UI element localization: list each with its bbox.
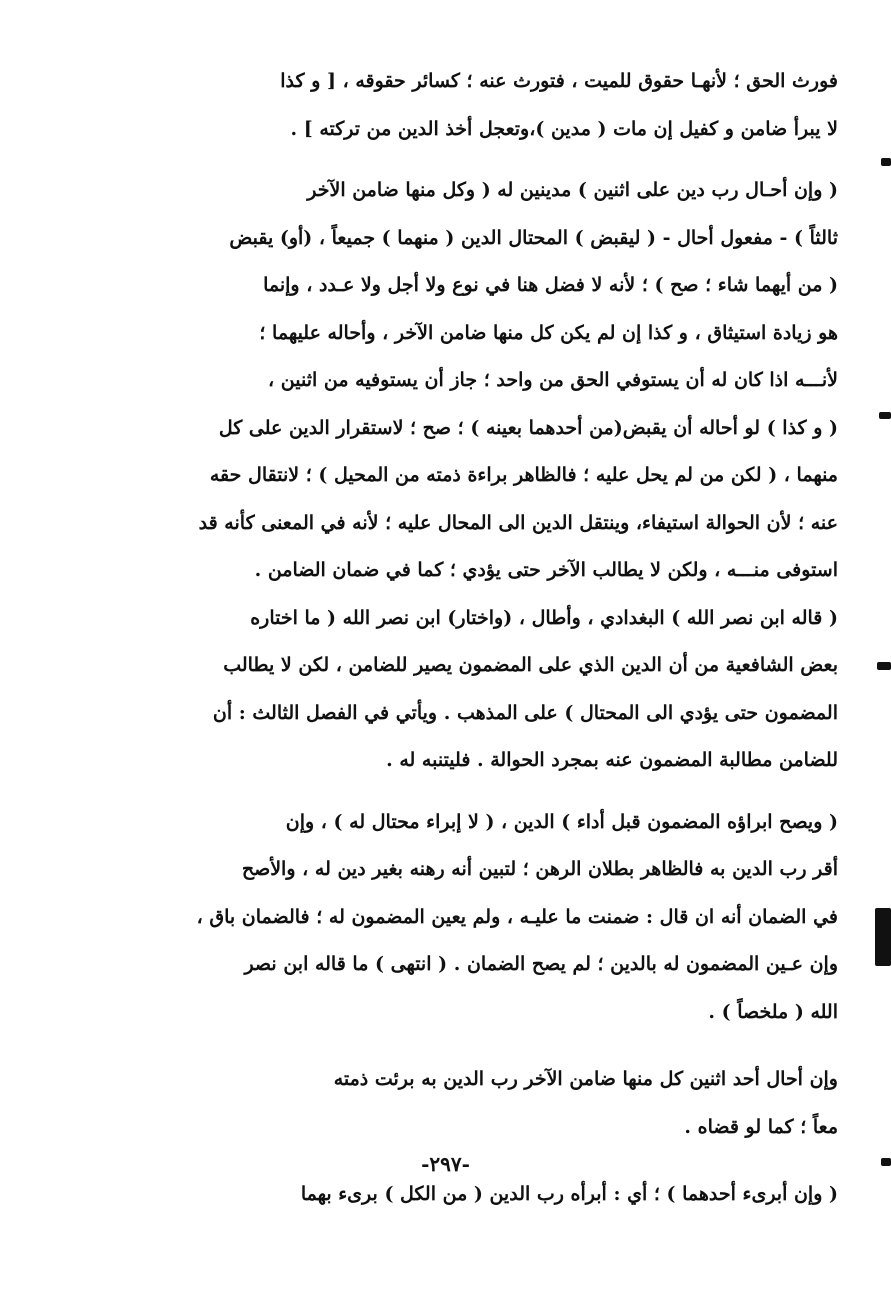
text-line: استوفى منـــه ، ولكن لا يطالب الآخر حتى يؤدي ؛ كما في ضمان الضامن . xyxy=(254,559,838,581)
scan-mark xyxy=(875,908,891,966)
scan-mark xyxy=(881,1158,891,1166)
scan-mark xyxy=(879,412,891,419)
scan-mark xyxy=(877,662,891,670)
text-line: أقر رب الدين به فالظاهر بطلان الرهن ؛ لتبين أنه رهنه بغير دين له ، والأصح xyxy=(241,858,838,880)
text-line: منهما ، ( لكن من لم يحل عليه ؛ فالظاهر براءة ذمته من المحيل ) ؛ لانتقال حقه xyxy=(209,464,838,486)
text-line: معاً ؛ كما لو قضاه . xyxy=(684,1115,838,1138)
body-text xyxy=(118,58,838,1219)
text-line: وإن عـين المضمون له بالدين ؛ لم يصح الضمان . ( انتهى ) ما قاله ابن نصر xyxy=(244,953,838,975)
text-line: عنه ؛ لأن الحوالة استيفاء، وينتقل الدين الى المحال عليه ؛ لأنه في المعنى كأنه قد xyxy=(198,511,838,534)
text-line: هو زيادة استيثاق ، و كذا إن لم يكن كل منها ضامن الآخر ، وأحاله عليهما ؛ xyxy=(259,321,838,344)
text-line: ( من أيهما شاء ؛ صح ) ؛ لأنه لا فضل هنا في نوع ولا أجل ولا عـدد ، وإنما xyxy=(263,274,838,296)
text-line: ثالثاً ) - مفعول أحال - ( ليقبض ) المحتال الدين ( منهما ) جميعاً ، (أو) يقبض xyxy=(229,226,838,249)
text-line: بعض الشافعية من أن الدين الذي على المضمون يصير للضامن ، لكن لا يطالب xyxy=(223,654,838,676)
text-line: وإن أحال أحد اثنين كل منها ضامن الآخر رب الدين به برئت ذمته xyxy=(333,1068,838,1090)
text-line: لا يبرأ ضامن و كفيل إن مات ( مدين )،وتعجل أخذ الدين من تركته ] . xyxy=(290,117,838,140)
scan-mark xyxy=(881,158,891,166)
text-line: للضامن مطالبة المضمون عنه بمجرد الحوالة . فليتنبه له . xyxy=(386,749,838,771)
text-line: ( قاله ابن نصر الله ) البغدادي ، وأطال ، (واختار) ابن نصر الله ( ما اختاره xyxy=(250,606,838,629)
text-line: ( وإن أبرىء أحدهما ) ؛ أي : أبرأه رب الدين ( من الكل ) برىء بهما xyxy=(300,1183,838,1205)
text-line: ( وإن أحـال رب دين على اثنين ) مدينين له ( وكل منها ضامن الآخر xyxy=(307,179,838,201)
text-line: ( و كذا ) لو أحاله أن يقبض(من أحدهما بعينه ) ؛ صح ؛ لاستقرار الدين على كل xyxy=(218,416,838,439)
text-line: الله ( ملخصاً ) . xyxy=(708,1000,838,1023)
text-line: ( ويصح ابراؤه المضمون قبل أداء ) الدين ، ( لا إبراء محتال له ) ، وإن xyxy=(285,810,838,833)
text-line: المضمون حتى يؤدي الى المحتال ) على المذهب . ويأتي في الفصل الثالث : أن xyxy=(212,701,838,724)
text-line: لأنـــه اذا كان له أن يستوفي الحق من واحد ؛ جاز أن يستوفيه من اثنين ، xyxy=(268,369,838,391)
page-number: -٢٩٧- xyxy=(421,1152,470,1176)
text-line: فورث الحق ؛ لأنهـا حقوق للميت ، فتورث عنه ؛ كسائر حقوقه ، [ و كذا xyxy=(280,70,838,92)
text-line: في الضمان أنه ان قال : ضمنت ما عليـه ، ولم يعين المضمون له ؛ فالضمان باق ، xyxy=(196,905,838,928)
